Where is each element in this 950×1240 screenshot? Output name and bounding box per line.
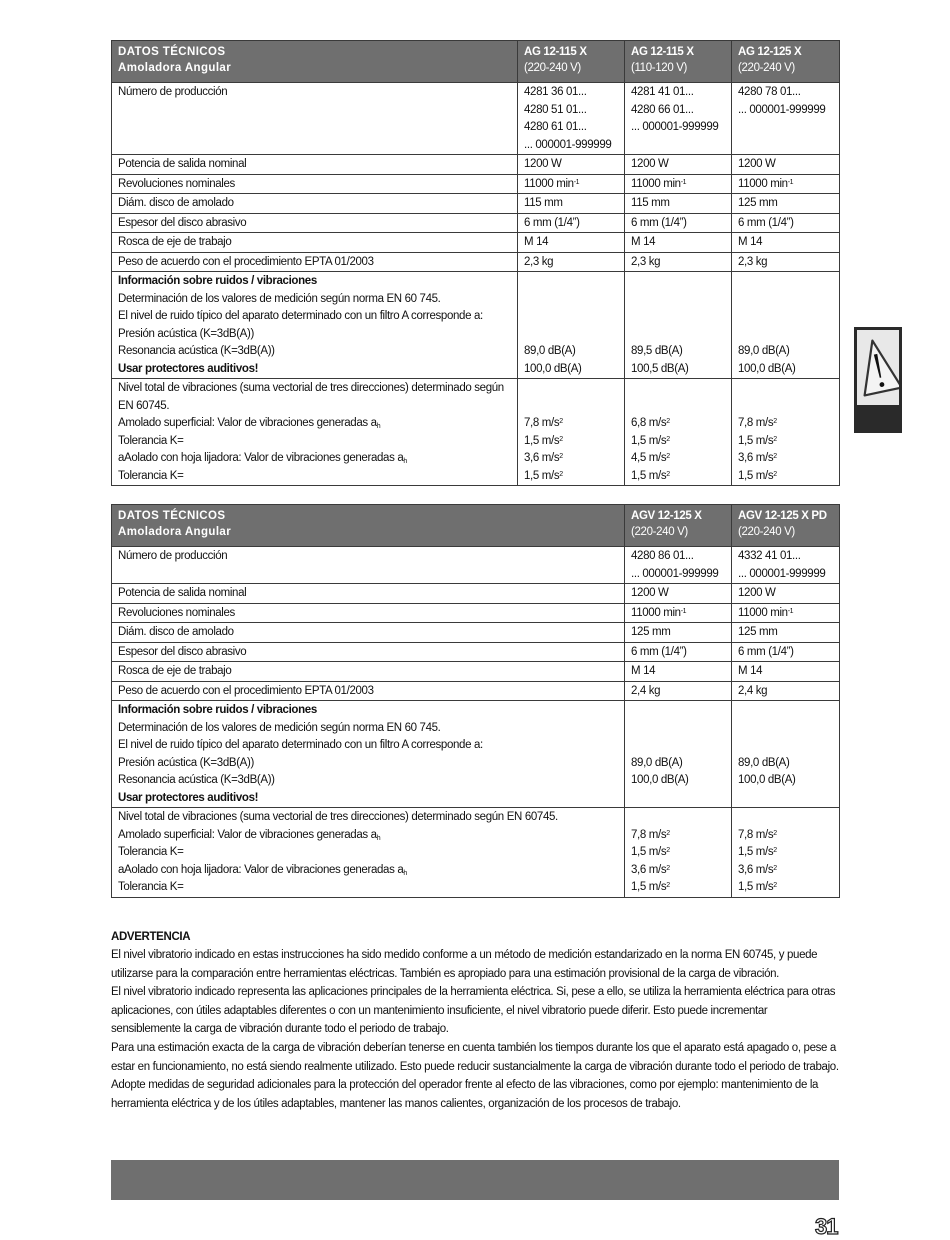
noise-line: El nivel de ruido típico del aparato determinado con un filtro A corresponde a: [118,739,483,751]
pressure-label: Presión acústica (K=3dB(A)) [118,756,254,769]
header-title: DATOS TÉCNICOS [118,510,226,522]
warning-tab-panel [857,330,899,405]
label-text: Amolado superficial: Valor de vibraciones generadas a [118,828,377,841]
vibration-values [732,808,840,898]
row-label: Espesor del disco abrasivo [112,213,518,233]
unit-superscript: 2 [773,829,777,837]
vib-value [631,862,725,880]
vib-value [738,879,833,897]
noise-values [518,272,625,379]
noise-line: Determinación de los valores de medición según norma EN 60 745. [118,721,441,734]
resonance-value: 100,0 dB(A) [738,362,796,375]
vibration-values [732,379,840,486]
unit-superscript: 2 [559,453,563,460]
model-name: AGV 12-125 X PD [738,510,827,522]
cell-value: 115 mm [625,194,732,214]
hearing-protection-note: Usar protectores auditivos! [118,362,259,375]
model-header [625,505,732,547]
resonance-label: Resonancia acústica (K=3dB(A)) [118,345,275,357]
table-row [112,584,840,604]
vib-value [524,415,618,433]
vib-value [631,827,725,845]
vib-value [738,450,833,468]
pressure-label: Presión acústica (K=3dB(A)) [118,327,254,340]
vib-value [738,862,833,880]
page-content [111,40,839,1113]
model-name: AG 12-115 X [524,46,587,58]
warning-title: ADVERTENCIA [111,930,191,943]
production-number: ... 000001-999999 [524,138,612,151]
value-text: 1,5 m/s [524,469,560,482]
resonance-value: 100,5 dB(A) [631,362,689,375]
table-row [112,701,840,808]
unit-superscript: 2 [559,470,563,478]
cell-value: 1200 W [732,155,840,175]
row-label: Peso de acuerdo con el procedimiento EPTA 01/2003 [112,252,518,272]
noise-line: Determinación de los valores de medición según norma EN 60 745. [118,292,441,305]
cell-value: 115 mm [518,194,625,214]
unit-superscript: 2 [666,453,670,460]
vib-value [524,468,618,486]
row-label: Diám. disco de amolado [112,194,518,214]
sanding-label [118,450,511,468]
value-text: 3,6 m/s [738,452,774,464]
subscript: h [403,458,407,465]
table-row [112,213,840,233]
model-voltage: (220-240 V) [631,526,688,538]
vib-value [631,433,725,451]
model-voltage: (220-240 V) [738,62,795,74]
unit-superscript: 2 [666,864,670,872]
footer-bar [111,1160,839,1200]
label-text: aAolado con hoja lijadora: Valor de vibraciones generadas a [118,863,404,876]
row-label: Número de producción [112,83,518,155]
vibration-info-cell [112,808,625,898]
table-row [112,155,840,175]
production-number: 4280 61 01... [524,121,587,133]
cell-value [732,174,840,194]
surface-label [118,415,511,433]
production-number: 4280 86 01... [631,550,694,562]
value-text: 7,8 m/s [524,417,560,429]
model-voltage: (220-240 V) [738,526,795,538]
surface-label [118,827,618,845]
cell-value: 2,3 kg [732,252,840,272]
unit-superscript: 2 [773,453,777,460]
noise-values [625,701,732,808]
model-header [518,41,625,83]
cell-value: M 14 [732,662,840,682]
resonance-value: 100,0 dB(A) [738,774,796,786]
unit-superscript: 2 [773,847,777,854]
production-number: 4280 51 01... [524,103,587,116]
row-label: Rosca de eje de trabajo [112,233,518,253]
unit-superscript: 2 [666,847,670,854]
value-text: 3,6 m/s [524,452,560,464]
production-number: ... 000001-999999 [631,121,719,133]
production-number: ... 000001-999999 [738,103,826,116]
production-number: ... 000001-999999 [738,567,826,580]
cell-value [625,174,732,194]
vibration-values [518,379,625,486]
value-text: 4,5 m/s [631,452,667,464]
production-cell [732,547,840,584]
vibration-intro: Nivel total de vibraciones (suma vectorial de tres direcciones) determinado según EN 60745. [118,811,558,823]
value-text: 1,5 m/s [631,469,667,482]
value-text: 1,5 m/s [738,469,774,482]
vib-value [631,450,725,468]
cell-value [518,174,625,194]
cell-value: 2,3 kg [518,252,625,272]
vibration-values [625,379,732,486]
value-text: 3,6 m/s [631,863,667,876]
value-text: 11000 min [631,606,681,619]
model-name: AG 12-115 X [631,46,694,58]
cell-value: 2,3 kg [625,252,732,272]
unit-superscript: -1 [573,178,580,186]
table-row [112,252,840,272]
cell-value: 125 mm [625,623,732,643]
noise-info-cell [112,701,625,808]
production-cell [625,547,732,584]
table-row [112,623,840,643]
tolerance-label: Tolerancia K= [118,434,184,447]
noise-values [732,272,840,379]
unit-superscript: 2 [559,418,563,425]
unit-superscript: 2 [666,435,670,443]
table-row [112,547,840,584]
vib-value [631,468,725,486]
cell-value: 2,4 kg [625,681,732,701]
sanding-label [118,862,618,880]
tolerance-label: Tolerancia K= [118,881,184,893]
value-text: 1,5 m/s [738,434,774,447]
table-row [112,83,840,155]
production-number: 4280 66 01... [631,103,694,116]
table-row [112,603,840,623]
vib-value [631,879,725,897]
table-row [112,379,840,486]
cell-value [625,603,732,623]
table-row [112,642,840,662]
cell-value: 6 mm (1/4”) [518,213,625,233]
value-text: 1,5 m/s [524,434,560,447]
cell-value: M 14 [625,233,732,253]
production-number: 4281 36 01... [524,86,587,98]
cell-value [732,603,840,623]
cell-value: 125 mm [732,623,840,643]
row-label: Peso de acuerdo con el procedimiento EPTA 01/2003 [112,681,625,701]
table-row [112,272,840,379]
unit-superscript: 2 [773,882,777,889]
unit-superscript: -1 [680,607,687,615]
vibration-values [625,808,732,898]
tolerance-label: Tolerancia K= [118,846,184,858]
unit-superscript: 2 [666,470,670,478]
production-number: 4281 41 01... [631,86,694,98]
model-header [732,41,840,83]
pressure-value: 89,0 dB(A) [738,756,790,769]
production-cell [732,83,840,155]
value-text: 3,6 m/s [738,863,774,876]
table-row [112,174,840,194]
production-number: ... 000001-999999 [631,567,719,580]
subscript: h [376,834,381,842]
value-text: 6,8 m/s [631,417,667,429]
cell-value: 2,4 kg [732,681,840,701]
model-header [732,505,840,547]
noise-values [625,272,732,379]
cell-value: 6 mm (1/4”) [732,213,840,233]
table-header-title [112,41,518,83]
vib-value [524,433,618,451]
cell-value: 1200 W [625,584,732,604]
row-label: Potencia de salida nominal [112,584,625,604]
cell-value: 125 mm [732,194,840,214]
value-text: 7,8 m/s [738,828,774,841]
noise-values [732,701,840,808]
value-text: 1,5 m/s [738,881,774,893]
table-row [112,233,840,253]
header-title: DATOS TÉCNICOS [118,46,226,58]
header-subtitle: Amoladora Angular [118,62,232,74]
pressure-value: 89,0 dB(A) [524,345,576,357]
unit-superscript: 2 [666,418,670,425]
pressure-value: 89,0 dB(A) [738,345,790,357]
unit-superscript: 2 [666,829,670,837]
vib-value [738,433,833,451]
vib-value [738,827,833,845]
tolerance-label: Tolerancia K= [118,469,184,482]
model-voltage: (220-240 V) [524,62,581,74]
side-warning-tab [854,327,902,433]
value-text: 1,5 m/s [631,434,667,447]
header-subtitle: Amoladora Angular [118,526,232,538]
model-name: AG 12-125 X [738,46,802,58]
warning-paragraph: Adopte medidas de seguridad adicionales para la protección del operador frente al efecto de las vibraciones, como por ejemplo: mantenimiento de la herramienta eléctrica y de los útiles adaptables, mantener las manos calientes, organización de los procesos de trabajo. [111,1079,819,1110]
cell-value: 6 mm (1/4”) [625,213,732,233]
value-text: 11000 min [631,177,681,190]
pressure-value: 89,0 dB(A) [631,756,683,769]
row-label: Revoluciones nominales [112,603,625,623]
value-text: 1,5 m/s [738,846,774,858]
page-number: 31 [815,1214,838,1239]
value-text: 11000 min [524,177,574,190]
warning-paragraph: El nivel vibratorio indicado representa las aplicaciones principales de la herramienta eléctrica. Si, pese a ello, se utiliza la herramienta eléctrica para otras aplicaciones, con útiles adaptables diferentes o con un mantenimiento insuficiente, el nivel vibratorio puede diferir. Esto puede incrementar sensiblemente la carga de vibración durante todo el periodo de trabajo. [111,986,836,1036]
label-text: Amolado superficial: Valor de vibraciones generadas a [118,417,377,429]
row-label: Rosca de eje de trabajo [112,662,625,682]
pressure-value: 89,5 dB(A) [631,345,683,357]
unit-superscript: -1 [787,178,794,186]
noise-heading: Información sobre ruidos / vibraciones [118,704,317,716]
hearing-protection-note: Usar protectores auditivos! [118,791,259,804]
vib-value [631,415,725,433]
cell-value: M 14 [732,233,840,253]
table-row [112,681,840,701]
subscript: h [376,423,381,430]
unit-superscript: 2 [559,435,563,443]
unit-superscript: -1 [787,607,794,615]
resonance-value: 100,0 dB(A) [524,362,582,375]
table-row [112,194,840,214]
value-text: 7,8 m/s [738,417,774,429]
production-number: 4280 78 01... [738,86,801,98]
warning-paragraph: Para una estimación exacta de la carga de vibración deberían tenerse en cuenta también los tiempos durante los que el aparato está apagado o, pese a estar en funcionamiento, no está siendo realmente utilizado. Esto puede reducir sustancialmente la carga de vibración durante todo el periodo de trabajo. [111,1042,839,1073]
unit-superscript: 2 [666,882,670,889]
table-header-title [112,505,625,547]
warning-icon [857,330,899,405]
spec-table-1 [111,40,840,486]
warning-paragraph: El nivel vibratorio indicado en estas instrucciones ha sido medido conforme a un método de medición estandarizado en la norma EN 60745, y puede utilizarse para la comparación entre herramientas eléctricas. También es apropiado para una estimación provisional de la carga de vibración. [111,949,818,980]
vib-value [738,468,833,486]
vib-value [738,415,833,433]
vibration-info-cell [112,379,518,486]
row-label: Espesor del disco abrasivo [112,642,625,662]
unit-superscript: 2 [773,435,777,443]
cell-value: 1200 W [732,584,840,604]
production-number: 4332 41 01... [738,550,801,562]
unit-superscript: 2 [773,470,777,478]
resonance-label: Resonancia acústica (K=3dB(A)) [118,774,275,786]
noise-info-cell [112,272,518,379]
noise-line: El nivel de ruido típico del aparato determinado con un filtro A corresponde a: [118,310,483,322]
model-header [625,41,732,83]
value-text: 1,5 m/s [631,881,667,893]
cell-value: 6 mm (1/4”) [732,642,840,662]
subscript: h [403,869,407,877]
unit-superscript: 2 [773,418,777,425]
row-label: Potencia de salida nominal [112,155,518,175]
value-text: 1,5 m/s [631,846,667,858]
label-text: aAolado con hoja lijadora: Valor de vibraciones generadas a [118,452,404,464]
cell-value: 6 mm (1/4”) [625,642,732,662]
row-label: Revoluciones nominales [112,174,518,194]
value-text: 11000 min [738,606,788,619]
value-text: 11000 min [738,177,788,190]
cell-value: 1200 W [625,155,732,175]
table-row [112,808,840,898]
noise-heading: Información sobre ruidos / vibraciones [118,275,317,287]
model-voltage: (110-120 V) [631,62,688,74]
vib-value [631,844,725,862]
row-label: Número de producción [112,547,625,584]
vib-value [738,844,833,862]
production-cell [518,83,625,155]
vib-value [524,450,618,468]
unit-superscript: -1 [680,178,687,186]
cell-value: M 14 [518,233,625,253]
warning-section [111,928,839,1114]
row-label: Diám. disco de amolado [112,623,625,643]
value-text: 7,8 m/s [631,828,667,841]
production-cell [625,83,732,155]
cell-value: M 14 [625,662,732,682]
resonance-value: 100,0 dB(A) [631,774,689,786]
spec-table-2 [111,504,840,898]
cell-value: 1200 W [518,155,625,175]
model-name: AGV 12-125 X [631,510,702,522]
table-row [112,662,840,682]
unit-superscript: 2 [773,864,777,872]
vibration-intro: Nivel total de vibraciones (suma vectorial de tres direcciones) determinado según EN 60745. [118,382,504,412]
